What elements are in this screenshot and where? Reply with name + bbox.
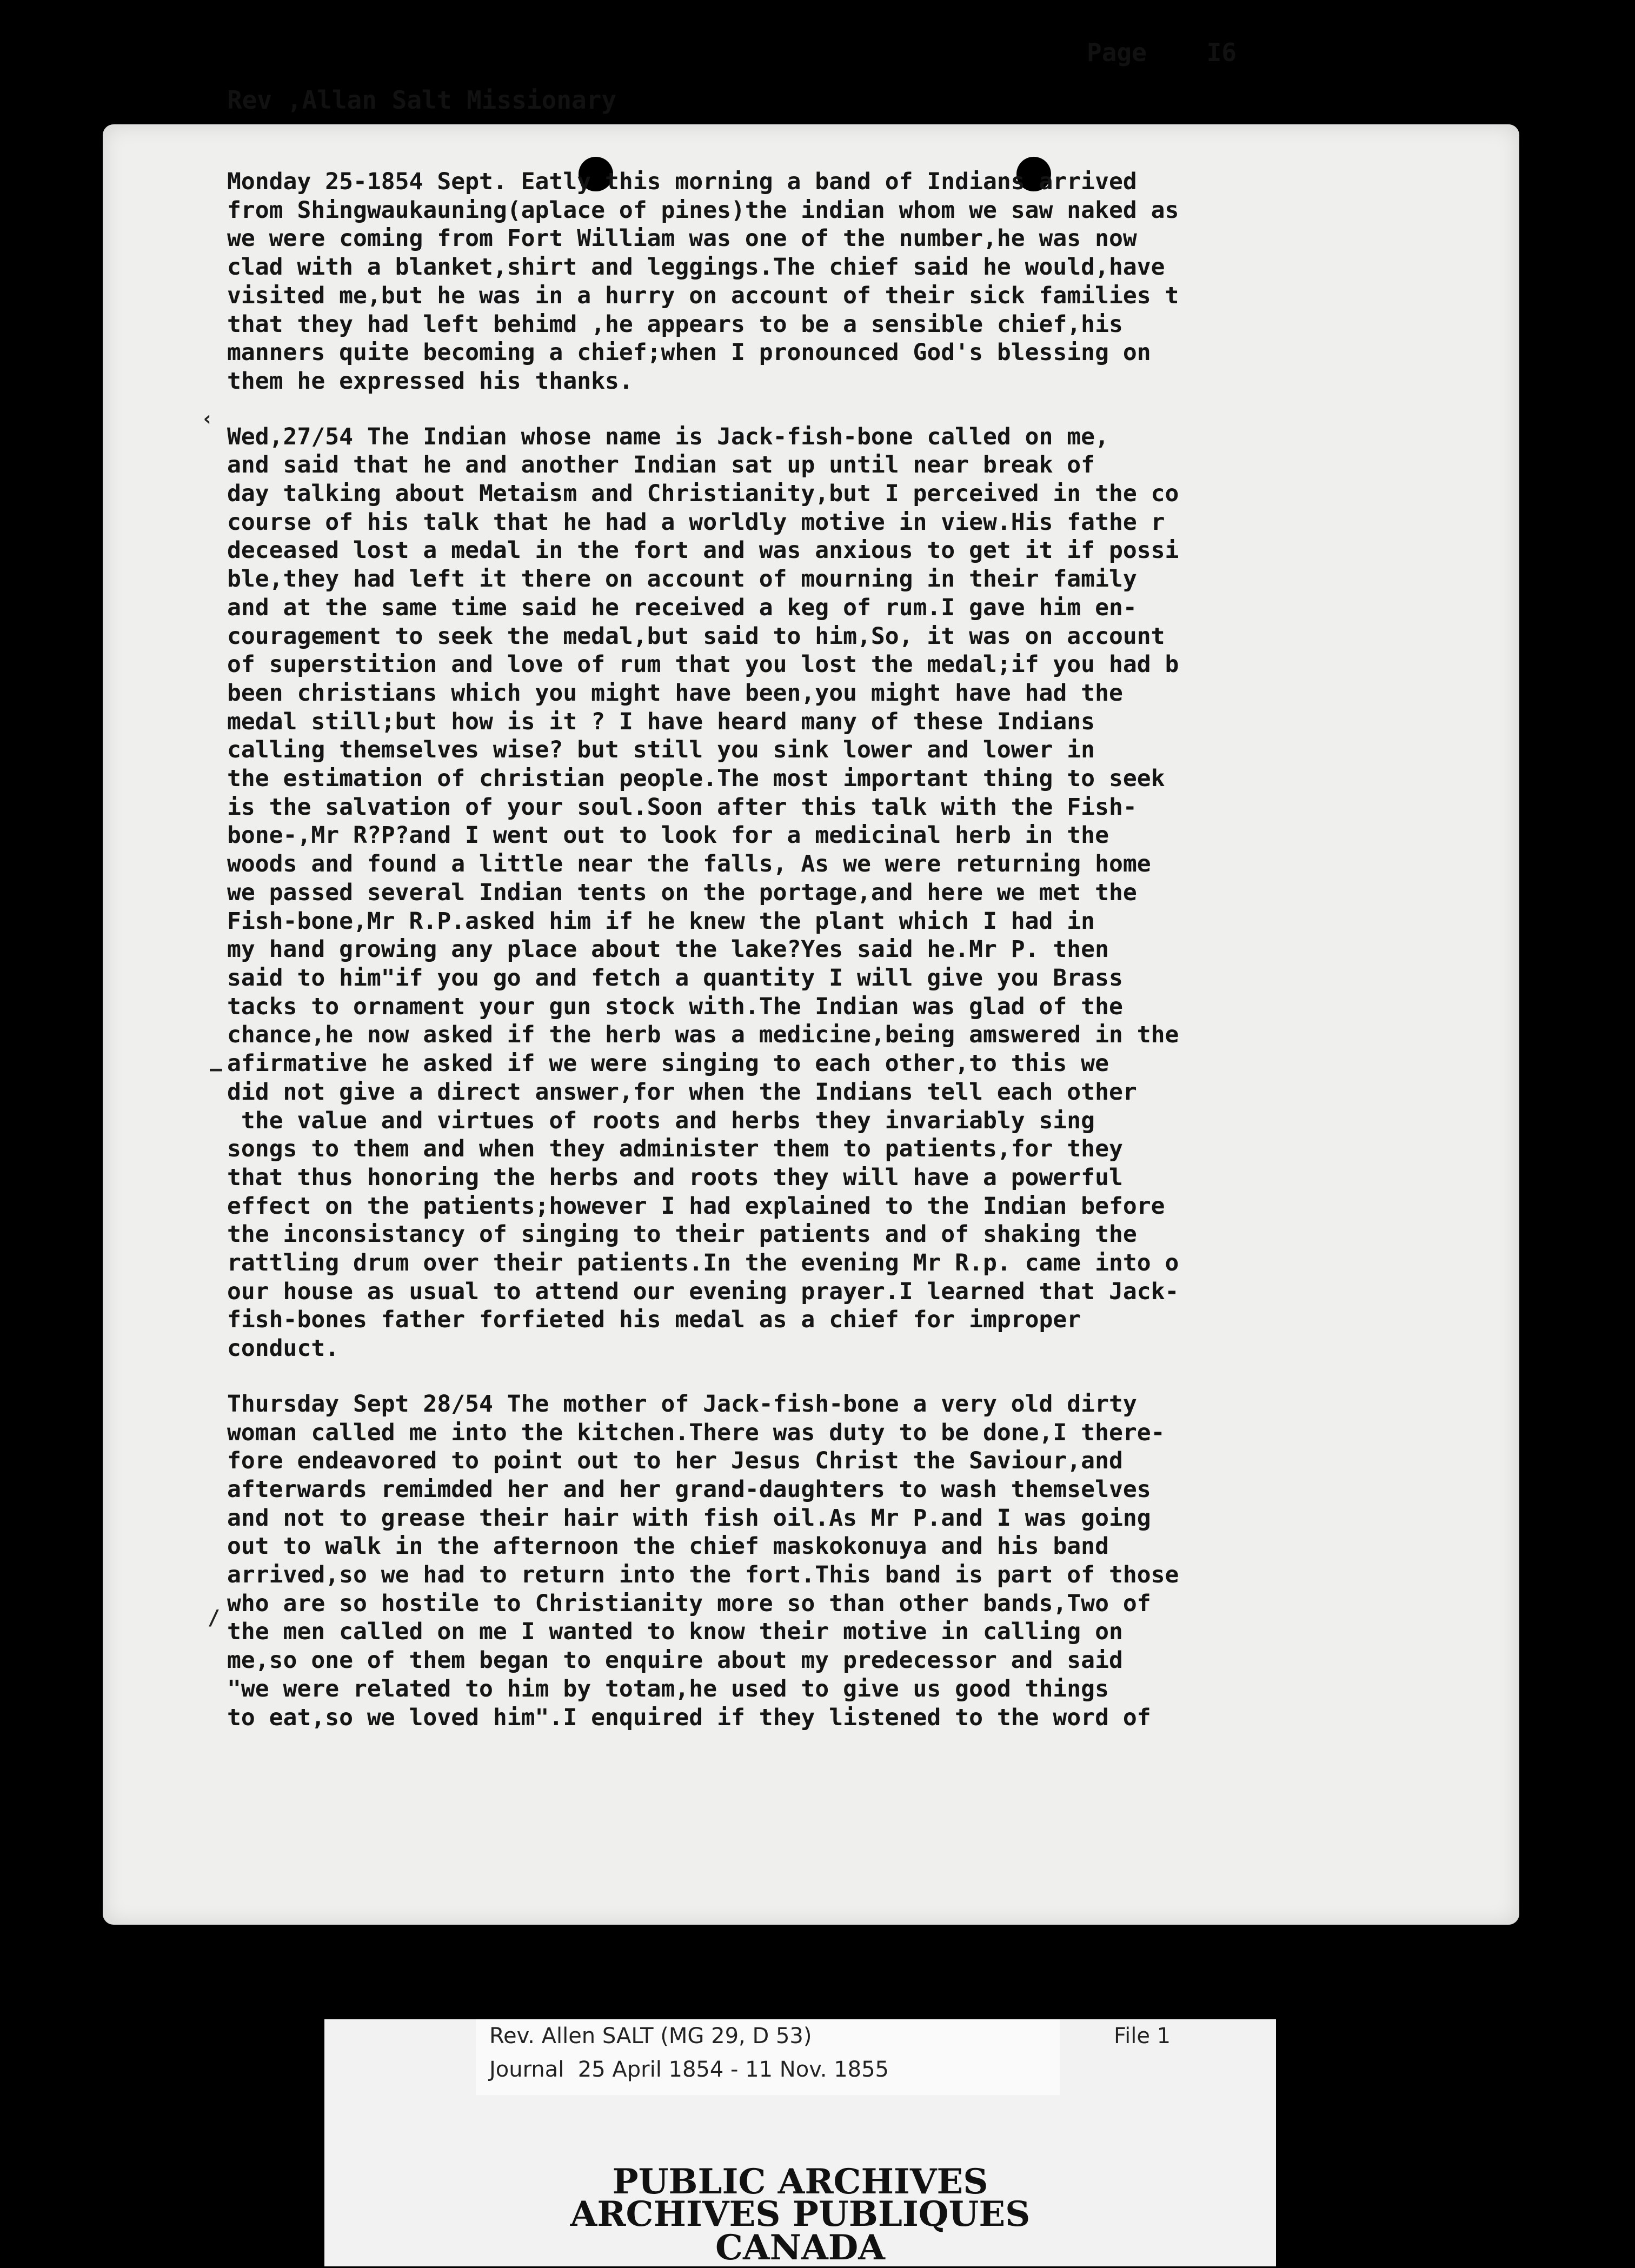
margin-mark: ‹	[201, 407, 214, 430]
label-reference: Rev. Allen SALT (MG 29, D 53)	[489, 2024, 812, 2048]
document-heading: Rev ,Allan Salt Missionary	[227, 85, 617, 115]
archives-stamp-en: PUBLIC ARCHIVES	[612, 2161, 988, 2202]
journal-entries	[227, 168, 1481, 1759]
journal-entry-sept-25: Monday 25-1854 Sept. Eatly this morning a band of Indians arrived from Shingwaukauning(aplace of pines)the indian whom we saw naked as we were coming from Fort William was one of the number,he was now clad with a blanket,shirt and leggings.The chief said he would,have visited me,but he was in a hurry on account of their sick families t that they had left behimd ,he appears to be a sensible chief,his manners quite becoming a chief;when I pronounced God's blessing on them he expressed his thanks.	[227, 168, 1179, 395]
page-number	[1087, 38, 1237, 67]
label-journal-dates: Journal 25 April 1854 - 11 Nov. 1855	[489, 2057, 889, 2082]
archive-label-card	[324, 2019, 1276, 2266]
archives-stamp-fr: ARCHIVES PUBLIQUES	[570, 2194, 1031, 2234]
margin-mark: –	[210, 1057, 222, 1081]
journal-entry-sept-27: Wed,27/54 The Indian whose name is Jack-fish-bone called on me, and said that he and another Indian sat up until near break of day talking about Metaism and Christianity,but I perceived in the co course of his talk that he had a worldly motive in view.His fathe r deceased lost a medal in the fort and was anxious to get it if possi ble,they had left it there on account of mourning in their family and at the same time said he received a keg of rum.I gave him en- couragement to seek the medal,but said to him,So, it was on account of superstition and love of rum that you lost the medal;if you had b been christians which you might have been,you might have had the medal still;but how is it ? I have heard many of these Indians calling themselves wise? but still you sink lower and lower in the estimation of christian people.The most important thing to seek is the salvation of your soul.Soon after this talk with the Fish- bone-,Mr R?P?and I went out to look for a medicinal herb in the woods and found a little near the falls, As we were returning home we passed several Indian tents on the portage,and here we met the Fish-bone,Mr R.P.asked him if he knew the plant which I had in my hand growing any place about the lake?Yes said he.Mr P. then said to him"if you go and fetch a quantity I will give you Brass tacks to ornament your gun stock with.The Indian was glad of the chance,he now asked if the herb was a medicine,being amswered in the afirmative he asked if we were singing to each other,to this we did not give a direct answer,for when the Indians tell each other the value and virtues of roots and herbs they invariably sing songs to them and when they administer them to patients,for they that thus honoring the herbs and roots they will have a powerful effect on the patients;however I had explained to the Indian before the inconsistancy of singing to their patients and of shaking the rattling drum over their patients.In the evening Mr R.p. came into o our house as usual to attend our evening prayer.I learned that Jack- fish-bones father forfieted his medal as a chief for improper conduct.	[227, 423, 1179, 1362]
label-file: File 1	[1114, 2024, 1171, 2048]
archives-stamp-country: CANADA	[715, 2227, 885, 2268]
journal-entry-sept-28: Thursday Sept 28/54 The mother of Jack-fish-bone a very old dirty woman called me into the kitchen.There was duty to be done,I there- fore endeavored to point out to her Jesus Christ the Saviour,and afterwards remimded her and her grand-daughters to wash themselves and not to grease their hair with fish oil.As Mr P.and I was going out to walk in the afternoon the chief maskokonuya and his band arrived,so we had to return into the fort.This band is part of those who are so hostile to Christianity more so than other bands,Two of the men called on me I wanted to know their motive in calling on me,so one of them began to enquire about my predecessor and said "we were related to him by totam,he used to give us good things to eat,so we loved him".I enquired if they listened to the word of	[227, 1390, 1179, 1731]
margin-mark: /	[208, 1606, 220, 1629]
page-number-value: I6	[1206, 38, 1237, 67]
page-label: Page	[1087, 38, 1147, 67]
